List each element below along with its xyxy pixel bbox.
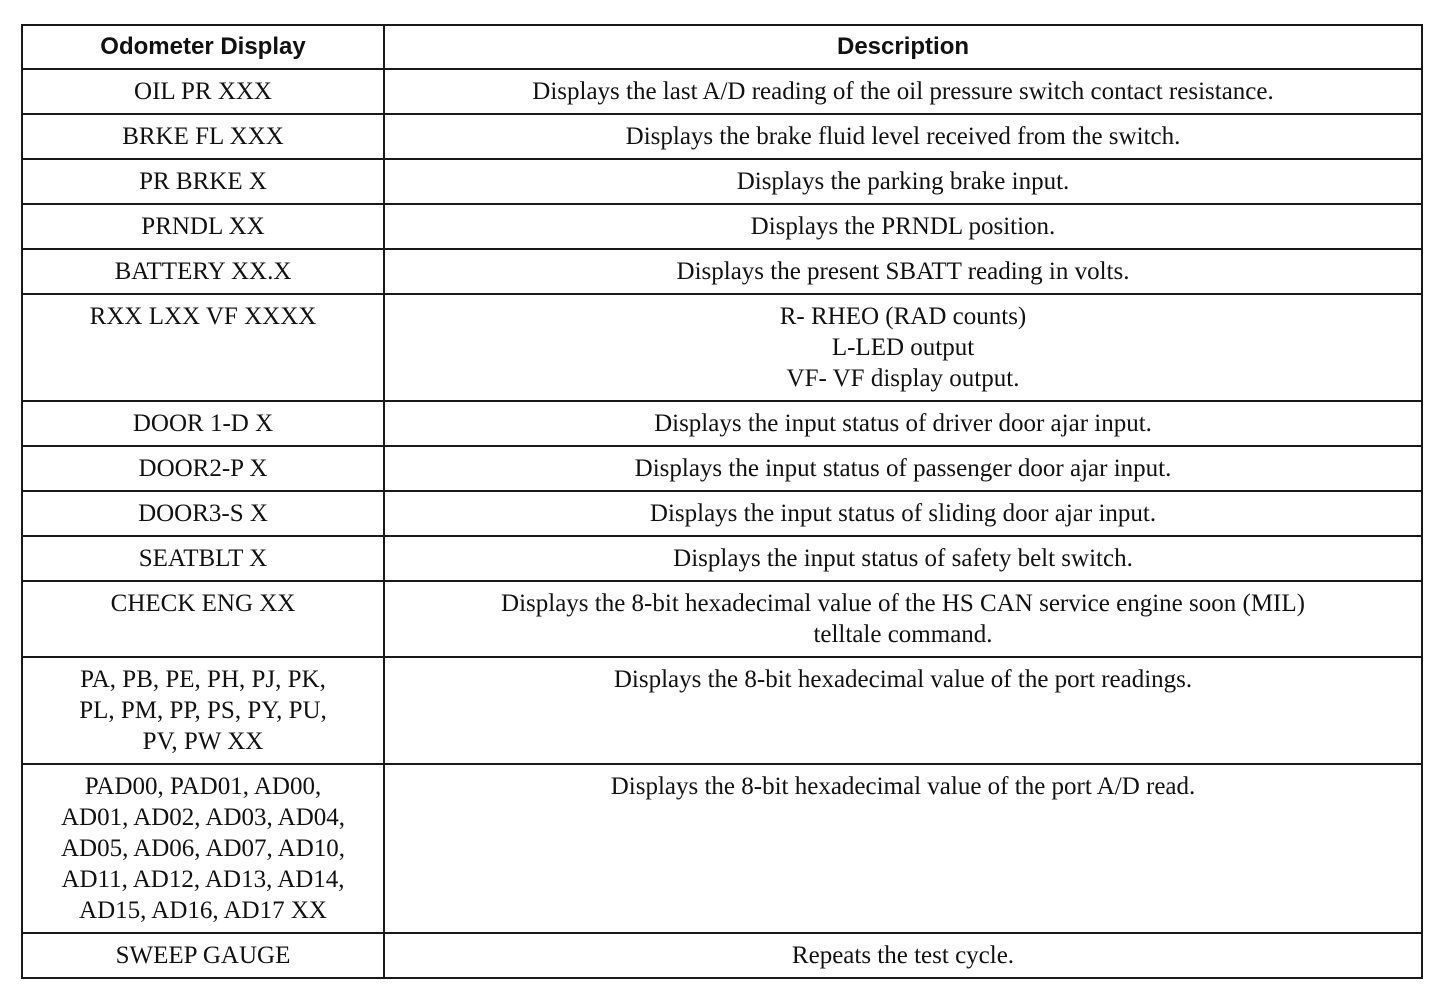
description-text: Displays the 8-bit hexadecimal value of the HS CAN service engine soon (MIL) xyxy=(501,590,1305,617)
odometer-display-text: PR BRKE X xyxy=(139,168,267,195)
description-cell xyxy=(384,294,1422,401)
odometer-display-text: CHECK ENG XX xyxy=(110,590,296,617)
table-row xyxy=(22,491,1422,536)
odometer-display-cell xyxy=(22,249,384,294)
odometer-display-text: PA, PB, PE, PH, PJ, PK, xyxy=(80,666,326,693)
odometer-display-text: SEATBLT X xyxy=(138,545,268,572)
table-row xyxy=(22,294,1422,401)
description-text: Repeats the test cycle. xyxy=(791,942,1015,969)
description-cell xyxy=(384,69,1422,114)
description-text: Displays the input status of sliding door ajar input. xyxy=(649,500,1157,527)
table-header-row xyxy=(22,25,1422,69)
description-text: VF- VF display output. xyxy=(786,365,1020,392)
odometer-display-cell xyxy=(22,294,384,401)
description-text: Displays the 8-bit hexadecimal value of the port readings. xyxy=(613,666,1193,693)
description-cell xyxy=(384,401,1422,446)
odometer-display-text: BATTERY XX.X xyxy=(114,258,292,285)
description-text: R- RHEO (RAD counts) xyxy=(779,303,1027,330)
description-cell xyxy=(384,114,1422,159)
description-text: Displays the PRNDL position. xyxy=(750,213,1056,240)
odometer-display-cell xyxy=(22,536,384,581)
odometer-display-cell xyxy=(22,933,384,978)
odometer-display-text: AD11, AD12, AD13, AD14, xyxy=(61,866,345,893)
odometer-display-cell xyxy=(22,204,384,249)
odometer-display-text: BRKE FL XXX xyxy=(122,123,284,150)
table-row xyxy=(22,933,1422,978)
odometer-display-cell xyxy=(22,581,384,657)
odometer-display-text: PAD00, PAD01, AD00, xyxy=(84,773,322,800)
odometer-display-cell xyxy=(22,69,384,114)
description-cell xyxy=(384,581,1422,657)
table-row xyxy=(22,536,1422,581)
description-text: Displays the brake fluid level received from the switch. xyxy=(625,123,1181,150)
odometer-display-cell xyxy=(22,401,384,446)
odometer-display-text: DOOR2-P X xyxy=(138,455,268,482)
table-row xyxy=(22,204,1422,249)
table-row xyxy=(22,114,1422,159)
odometer-display-text: PRNDL XX xyxy=(141,213,265,240)
description-text: Displays the input status of passenger door ajar input. xyxy=(634,455,1172,482)
odometer-display-text: RXX LXX VF XXXX xyxy=(89,303,317,330)
description-text: Displays the last A/D reading of the oil pressure switch contact resistance. xyxy=(532,78,1274,105)
odometer-display-cell xyxy=(22,764,384,933)
odometer-display-text: AD01, AD02, AD03, AD04, xyxy=(60,804,346,831)
table-row xyxy=(22,764,1422,933)
description-cell xyxy=(384,536,1422,581)
odometer-display-text: AD15, AD16, AD17 XX xyxy=(79,897,327,924)
description-cell xyxy=(384,249,1422,294)
description-text: Displays the present SBATT reading in volts. xyxy=(676,258,1130,285)
odometer-display-text: OIL PR XXX xyxy=(134,78,272,105)
table-row xyxy=(22,446,1422,491)
description-text: telltale command. xyxy=(813,621,993,648)
table-row xyxy=(22,401,1422,446)
odometer-display-text: PL, PM, PP, PS, PY, PU, xyxy=(79,697,327,724)
description-cell xyxy=(384,933,1422,978)
table-row xyxy=(22,69,1422,114)
description-text: Displays the input status of safety belt switch. xyxy=(673,545,1133,572)
description-cell xyxy=(384,764,1422,933)
odometer-display-cell xyxy=(22,491,384,536)
description-text: L-LED output xyxy=(831,334,975,361)
odometer-display-cell xyxy=(22,159,384,204)
odometer-display-cell xyxy=(22,446,384,491)
table-row xyxy=(22,581,1422,657)
odometer-display-text: PV, PW XX xyxy=(142,728,264,755)
odometer-display-cell xyxy=(22,114,384,159)
odometer-display-cell xyxy=(22,657,384,764)
table-row xyxy=(22,159,1422,204)
description-text: Displays the 8-bit hexadecimal value of the port A/D read. xyxy=(610,773,1196,800)
header-odometer-display: Odometer Display xyxy=(22,25,384,69)
table-row xyxy=(22,657,1422,764)
odometer-display-text: DOOR3-S X xyxy=(138,500,268,527)
description-cell xyxy=(384,657,1422,764)
odometer-table-container xyxy=(21,24,1421,979)
description-cell xyxy=(384,204,1422,249)
table-row xyxy=(22,249,1422,294)
table-body xyxy=(22,69,1422,978)
description-text: Displays the input status of driver door ajar input. xyxy=(654,410,1152,437)
description-text: Displays the parking brake input. xyxy=(736,168,1070,195)
description-cell xyxy=(384,159,1422,204)
odometer-display-text: SWEEP GAUGE xyxy=(115,942,291,969)
description-cell xyxy=(384,446,1422,491)
odometer-display-table xyxy=(21,24,1423,979)
odometer-display-text: DOOR 1-D X xyxy=(132,410,274,437)
description-cell xyxy=(384,491,1422,536)
odometer-display-text: AD05, AD06, AD07, AD10, xyxy=(60,835,346,862)
header-description: Description xyxy=(384,25,1422,69)
